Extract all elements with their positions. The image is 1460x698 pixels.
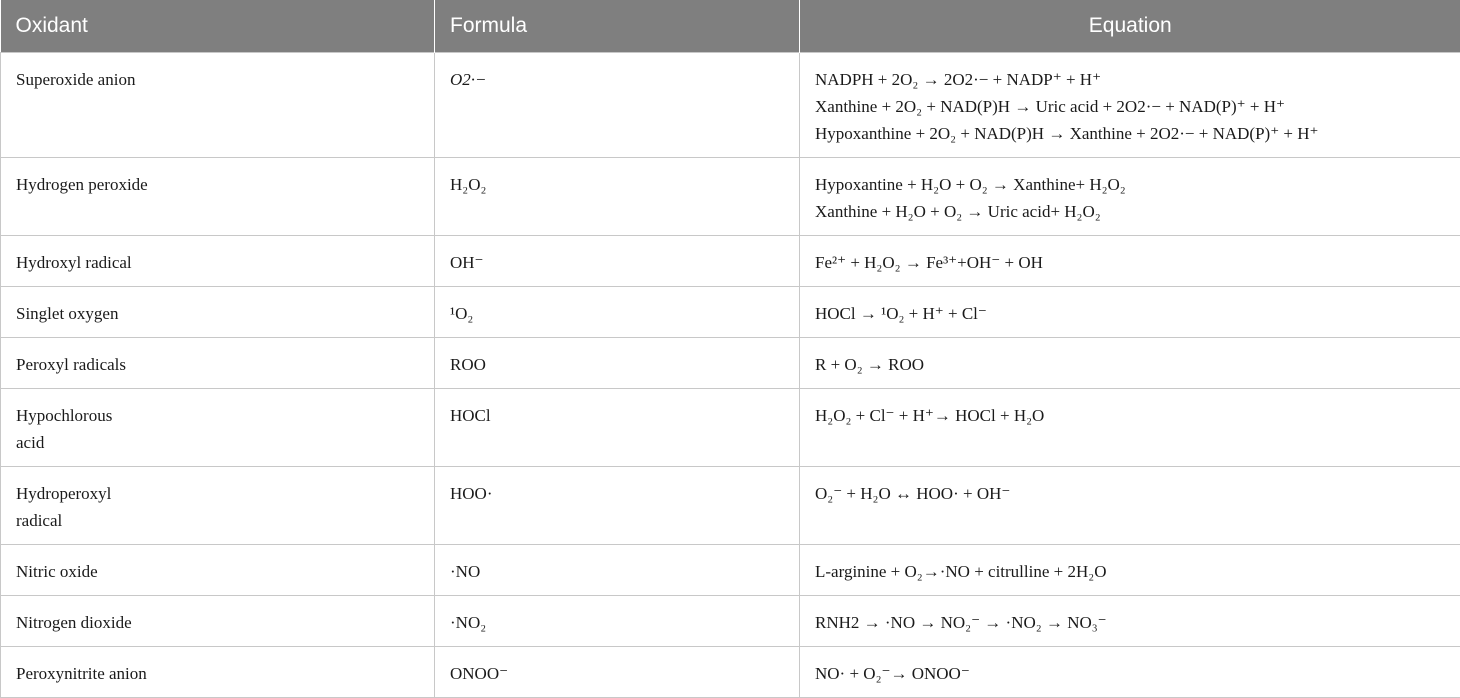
equation-cell bbox=[800, 158, 1460, 236]
oxidant-cell: Hydroxyl radical bbox=[1, 236, 435, 287]
equation-line: Fe²⁺ + H₂O₂ → Fe³⁺+OH⁻ + OH bbox=[815, 249, 1445, 276]
equation-line: O₂⁻ + H₂O ↔ HOO· + OH⁻ bbox=[815, 480, 1445, 507]
table-row bbox=[1, 545, 1460, 596]
formula-cell: ONOO⁻ bbox=[435, 647, 800, 698]
equation-cell bbox=[800, 338, 1460, 389]
table-row bbox=[1, 53, 1460, 158]
equation-cell bbox=[800, 545, 1460, 596]
header-oxidant: Oxidant bbox=[1, 0, 435, 53]
oxidant-line: acid bbox=[16, 429, 419, 456]
oxidant-cell: Hydrogen peroxide bbox=[1, 158, 435, 236]
oxidant-cell: Nitrogen dioxide bbox=[1, 596, 435, 647]
table-row bbox=[1, 647, 1460, 698]
oxidant-line: radical bbox=[16, 507, 419, 534]
equation-line: Xanthine + 2O₂ + NAD(P)H → Uric acid + 2O2·− + NAD(P)⁺ + H⁺ bbox=[815, 93, 1445, 120]
table-row bbox=[1, 338, 1460, 389]
formula-cell: H₂O₂ bbox=[435, 158, 800, 236]
equation-line: NO· + O₂⁻→ ONOO⁻ bbox=[815, 660, 1445, 687]
equation-line: H₂O₂ + Cl⁻ + H⁺→ HOCl + H₂O bbox=[815, 402, 1445, 429]
oxidant-line: Hydroperoxyl bbox=[16, 480, 419, 507]
equation-line: Hypoxanthine + 2O₂ + NAD(P)H → Xanthine + 2O2·− + NAD(P)⁺ + H⁺ bbox=[815, 120, 1445, 147]
oxidant-cell bbox=[1, 389, 435, 467]
formula-cell: OH⁻ bbox=[435, 236, 800, 287]
oxidant-line: Hypochlorous bbox=[16, 402, 419, 429]
header-equation: Equation bbox=[800, 0, 1460, 53]
equation-cell bbox=[800, 389, 1460, 467]
equation-cell bbox=[800, 287, 1460, 338]
oxidant-cell: Nitric oxide bbox=[1, 545, 435, 596]
table-row bbox=[1, 596, 1460, 647]
equation-line: RNH2 → ·NO → NO₂⁻ → ·NO₂ → NO₃⁻ bbox=[815, 609, 1445, 636]
header-row bbox=[1, 0, 1460, 53]
equation-cell bbox=[800, 467, 1460, 545]
equation-line: Hypoxantine + H₂O + O₂ → Xanthine+ H₂O₂ bbox=[815, 171, 1445, 198]
table-row bbox=[1, 236, 1460, 287]
table-row bbox=[1, 467, 1460, 545]
table-row bbox=[1, 158, 1460, 236]
oxidant-cell: Peroxyl radicals bbox=[1, 338, 435, 389]
formula-cell: ·NO₂ bbox=[435, 596, 800, 647]
equation-cell bbox=[800, 53, 1460, 158]
equation-cell bbox=[800, 647, 1460, 698]
equation-line: NADPH + 2O₂ → 2O2·− + NADP⁺ + H⁺ bbox=[815, 66, 1445, 93]
oxidant-cell bbox=[1, 467, 435, 545]
equation-line: HOCl → ¹O₂ + H⁺ + Cl⁻ bbox=[815, 300, 1445, 327]
equation-cell bbox=[800, 596, 1460, 647]
equation-line: L-arginine + O₂→·NO + citrulline + 2H₂O bbox=[815, 558, 1445, 585]
equation-line: Xanthine + H₂O + O₂ → Uric acid+ H₂O₂ bbox=[815, 198, 1445, 225]
table-row bbox=[1, 287, 1460, 338]
formula-cell: ¹O₂ bbox=[435, 287, 800, 338]
table-body bbox=[1, 53, 1460, 698]
formula-cell: HOO· bbox=[435, 467, 800, 545]
equation-cell bbox=[800, 236, 1460, 287]
oxidant-cell: Superoxide anion bbox=[1, 53, 435, 158]
equation-line: R + O₂ → ROO bbox=[815, 351, 1445, 378]
formula-cell: ROO bbox=[435, 338, 800, 389]
table-header bbox=[1, 0, 1460, 53]
oxidant-cell: Peroxynitrite anion bbox=[1, 647, 435, 698]
oxidant-cell: Singlet oxygen bbox=[1, 287, 435, 338]
table-row bbox=[1, 389, 1460, 467]
formula-cell: O2·− bbox=[435, 53, 800, 158]
header-formula: Formula bbox=[435, 0, 800, 53]
formula-cell: ·NO bbox=[435, 545, 800, 596]
formula-cell: HOCl bbox=[435, 389, 800, 467]
